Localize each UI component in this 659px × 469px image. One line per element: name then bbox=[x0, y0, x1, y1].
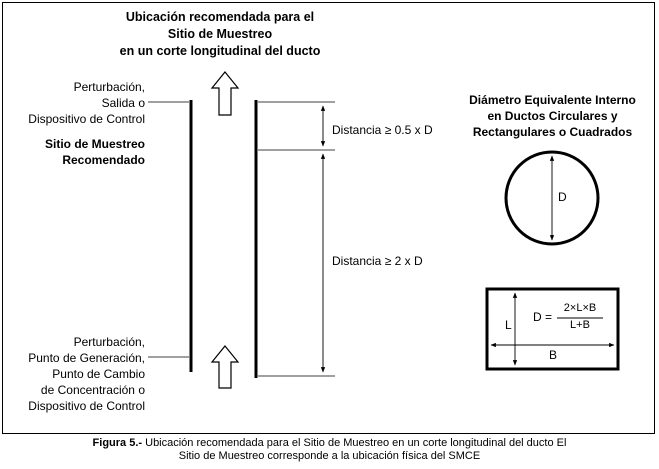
distance-upper-label: Distancia ≥ 0.5 x D bbox=[332, 123, 433, 137]
caption-prefix: Figura 5.- bbox=[92, 437, 143, 449]
title-line: Sitio de Muestreo bbox=[167, 27, 273, 41]
caption-text-1: Ubicación recomendada para el Sitio de Muestreo en un corte longitudinal del ducto El bbox=[142, 437, 567, 449]
caption-line-1 bbox=[0, 437, 659, 450]
label-line: Sitio de Muestreo bbox=[44, 137, 145, 151]
label-line: de Concentración o bbox=[40, 383, 145, 397]
heading-line: Diámetro Equivalente Interno bbox=[469, 93, 636, 107]
heading-line: en Ductos Circulares y bbox=[487, 109, 618, 123]
caption-line-2: Sitio de Muestreo corresponde a la ubicación física del SMCE bbox=[178, 450, 481, 462]
formula-denominator: L+B bbox=[570, 319, 590, 331]
circle-d-label: D bbox=[558, 190, 567, 204]
label-line: Dispositivo de Control bbox=[28, 112, 145, 126]
title-line: Ubicación recomendada para el bbox=[125, 10, 315, 24]
distance-lower-label: Distancia ≥ 2 x D bbox=[332, 254, 423, 268]
formula-lhs: D = bbox=[533, 310, 553, 324]
label-bottom-disturbance bbox=[0, 334, 145, 414]
label-line: Punto de Generación, bbox=[28, 351, 145, 365]
label-line: Recomendado bbox=[62, 153, 145, 167]
label-line: Perturbación, bbox=[73, 335, 145, 349]
label-line: Perturbación, bbox=[73, 80, 145, 94]
label-line: Punto de Cambio bbox=[52, 367, 145, 381]
label-top-disturbance bbox=[20, 79, 145, 127]
rect-l-label: L bbox=[505, 318, 512, 332]
label-line: Dispositivo de Control bbox=[28, 399, 145, 413]
equivalent-diameter-heading bbox=[455, 92, 650, 140]
title-line: en un corte longitudinal del ducto bbox=[119, 44, 321, 58]
label-sampling-site bbox=[20, 136, 145, 168]
figure-caption bbox=[0, 437, 659, 463]
rect-b-label: B bbox=[549, 348, 558, 362]
flow-arrow-top bbox=[212, 72, 238, 115]
label-line: Salida o bbox=[101, 96, 145, 110]
formula-numerator: 2×L×B bbox=[563, 302, 597, 314]
flow-arrow-bottom bbox=[212, 346, 238, 388]
heading-line: Rectangulares o Cuadrados bbox=[472, 125, 633, 139]
diagram-title bbox=[95, 9, 345, 60]
